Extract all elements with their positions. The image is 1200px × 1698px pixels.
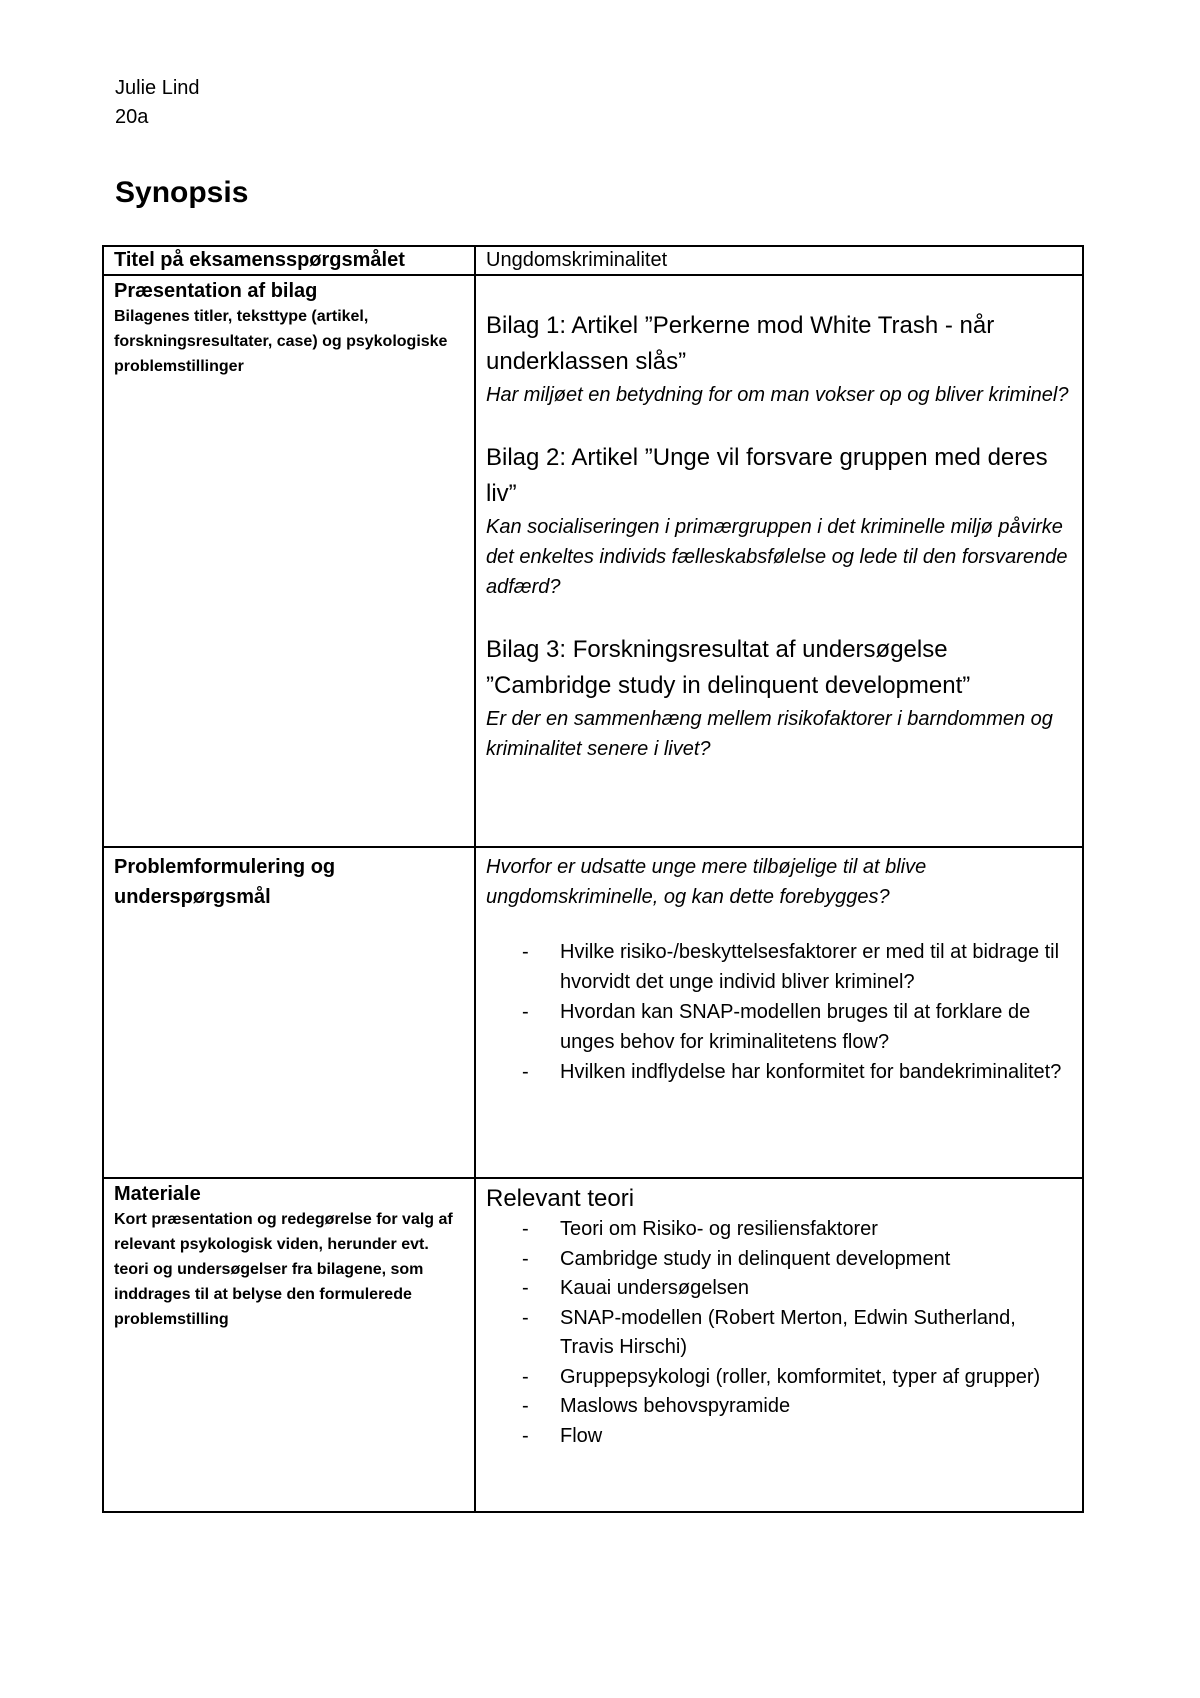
sub-question: - Hvilke risiko-/beskyttelsesfaktorer er med til at bidrage til hvorvidt det unge individ bliver kriminel? xyxy=(486,937,1072,997)
document-title: Synopsis xyxy=(115,176,249,209)
sub-question: - Hvilken indflydelse har konformitet for bandekriminalitet? xyxy=(486,1057,1072,1087)
bilag-row xyxy=(103,275,1083,847)
materiale-label: Materiale xyxy=(114,1183,201,1205)
bilag-question: Kan socialiseringen i primærgruppen i det kriminelle miljø påvirke det enkeltes individs fælleskabsfølelse og lede til den forsvarende adfærd? xyxy=(486,516,1068,598)
bilag-content-cell xyxy=(475,275,1083,847)
bilag-label-cell xyxy=(103,275,475,847)
synopsis-table xyxy=(102,245,1084,1513)
author-block xyxy=(115,74,200,132)
problem-content-cell xyxy=(475,847,1083,1178)
teori-item: - Flow xyxy=(486,1422,1072,1452)
materiale-sublabel: Kort præsentation og redegørelse for valg af relevant psykologisk viden, herunder evt. teori og undersøgelser fra bilagene, som inddrages til at belyse den formulerede problemstilling xyxy=(114,1211,453,1328)
teori-item: - Kauai undersøgelsen xyxy=(486,1274,1072,1304)
title-value: Ungdomskriminalitet xyxy=(475,246,1083,275)
materiale-content-cell xyxy=(475,1178,1083,1512)
bilag-question: Er der en sammenhæng mellem risikofaktorer i barndommen og kriminalitet senere i livet? xyxy=(486,708,1053,760)
problem-label: Problemformulering og underspørgsmål xyxy=(114,856,336,908)
sub-question: - Hvordan kan SNAP-modellen bruges til at forklare de unges behov for kriminalitetens flow? xyxy=(486,997,1072,1057)
bilag-title: Bilag 2: Artikel ”Unge vil forsvare gruppen med deres liv” xyxy=(486,444,1048,507)
problem-row xyxy=(103,847,1083,1178)
teori-item: - SNAP-modellen (Robert Merton, Edwin Sutherland, Travis Hirschi) xyxy=(486,1304,1072,1363)
problem-label-cell xyxy=(103,847,475,1178)
teori-heading: Relevant teori xyxy=(486,1185,635,1212)
bilag-label: Præsentation af bilag xyxy=(114,280,318,302)
bilag-title: Bilag 3: Forskningsresultat af undersøgelse ”Cambridge study in delinquent development” xyxy=(486,636,971,699)
bilag-question: Har miljøet en betydning for om man vokser op og bliver kriminel? xyxy=(486,384,1069,406)
teori-item: - Gruppepsykologi (roller, komformitet, typer af grupper) xyxy=(486,1363,1072,1393)
materiale-row xyxy=(103,1178,1083,1512)
materiale-label-cell xyxy=(103,1178,475,1512)
teori-item: - Teori om Risiko- og resiliensfaktorer xyxy=(486,1215,1072,1245)
title-label: Titel på eksamensspørgsmålet xyxy=(103,246,475,275)
sub-question-list xyxy=(486,937,1072,1087)
title-row xyxy=(103,246,1083,275)
class-label: 20a xyxy=(115,106,149,128)
problem-main-question: Hvorfor er udsatte unge mere tilbøjelige til at blive ungdomskriminelle, og kan dette forebygges? xyxy=(486,856,927,908)
teori-item: - Maslows behovspyramide xyxy=(486,1392,1072,1422)
bilag-sublabel: Bilagenes titler, teksttype (artikel, forskningsresultater, case) og psykologiske problemstillinger xyxy=(114,308,448,375)
teori-list xyxy=(486,1215,1072,1451)
teori-item: - Cambridge study in delinquent development xyxy=(486,1245,1072,1275)
bilag-item xyxy=(486,308,1072,410)
bilag-item xyxy=(486,440,1072,602)
bilag-list xyxy=(486,278,1072,764)
bilag-item xyxy=(486,632,1072,764)
bilag-title: Bilag 1: Artikel ”Perkerne mod White Trash - når underklassen slås” xyxy=(486,312,995,375)
author-name: Julie Lind xyxy=(115,77,200,99)
